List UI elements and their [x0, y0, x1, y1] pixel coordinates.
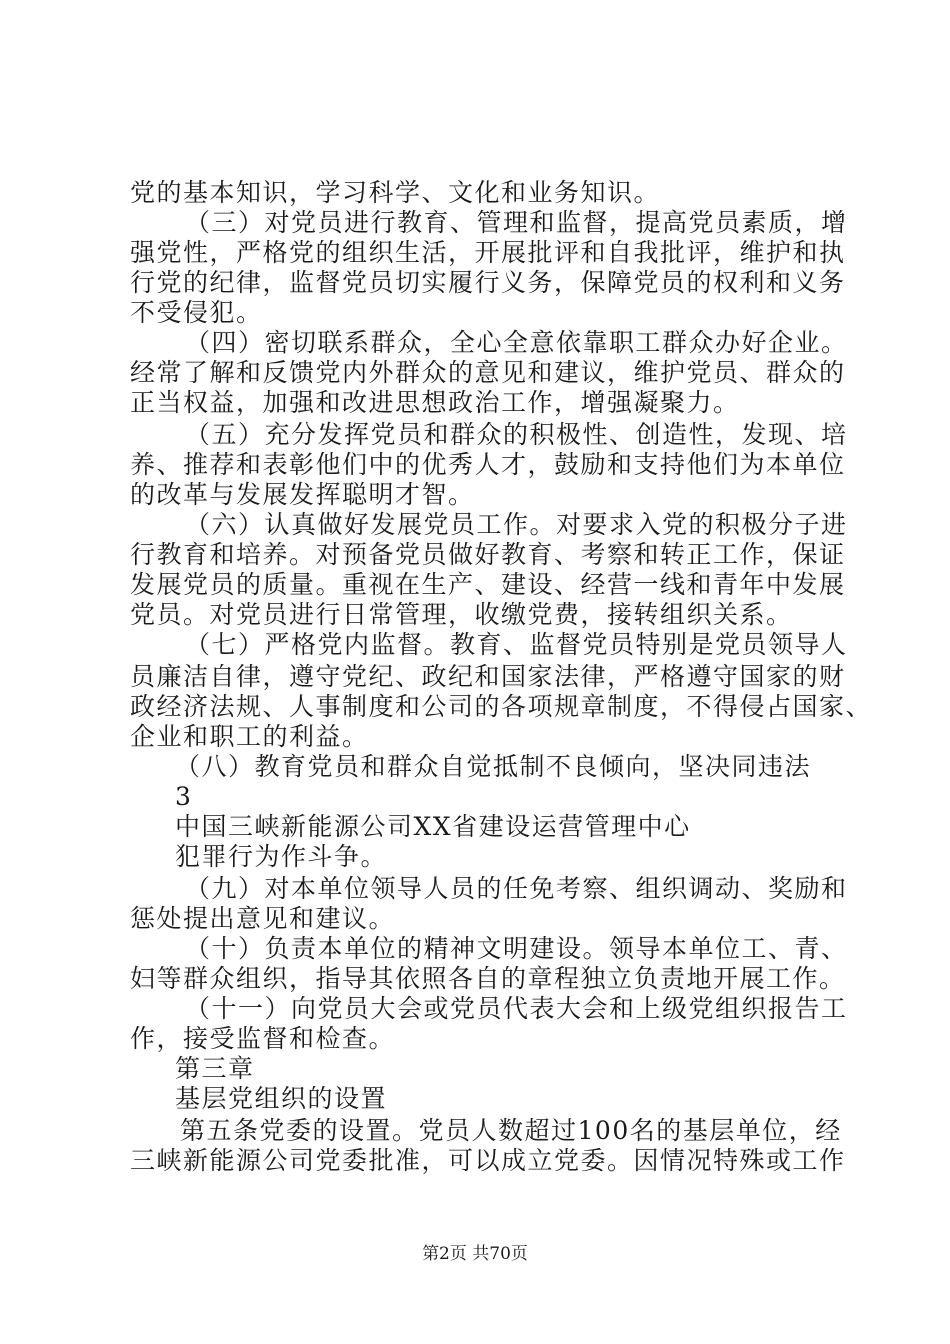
- body-line: 养、推荐和表彰他们中的优秀人才，鼓励和支持他们为本单位: [130, 450, 846, 479]
- organization-header: 中国三峡新能源公司XX省建设运营管理中心: [175, 812, 691, 841]
- body-line: 惩处提出意见和建议。: [130, 904, 396, 933]
- body-line: （九）对本单位领导人员的任免考察、组织调动、奖励和: [185, 874, 848, 903]
- body-line: 员廉洁自律，遵守党纪、政纪和国家法律，严格遵守国家的财: [130, 662, 846, 691]
- body-line: 经常了解和反馈党内外群众的意见和建议，维护党员、群众的: [130, 358, 846, 387]
- chapter-heading: 第三章: [175, 1054, 255, 1083]
- page-footer: 第2页 共70页: [422, 1244, 528, 1264]
- body-line: （五）充分发挥党员和群众的积极性、创造性，发现、培: [185, 420, 848, 449]
- body-line: 企业和职工的利益。: [130, 722, 369, 751]
- body-line: （八）教育党员和群众自觉抵制不良倾向，坚决同违法: [175, 752, 812, 781]
- body-line: 作，接受监督和检查。: [130, 1024, 396, 1053]
- body-line: （十一）向党员大会或党员代表大会和上级党组织报告工: [185, 994, 848, 1023]
- body-line: 行教育和培养。对预备党员做好教育、考察和转正工作，保证: [130, 540, 846, 569]
- chapter-title: 基层党组织的设置: [175, 1084, 388, 1113]
- body-line: （四）密切联系群众，全心全意依靠职工群众办好企业。: [185, 328, 848, 357]
- body-line: 行党的纪律，监督党员切实履行义务，保障党员的权利和义务: [130, 268, 846, 297]
- body-line: 政经济法规、人事制度和公司的各项规章制度，不得侵占国家、: [130, 692, 873, 721]
- body-line: 强党性，严格党的组织生活，开展批评和自我批评，维护和执: [130, 238, 846, 267]
- body-line: 妇等群众组织，指导其依照各自的章程独立负责地开展工作。: [130, 964, 846, 993]
- body-line: 的改革与发展发挥聪明才智。: [130, 480, 475, 509]
- page-number-marker: 3: [175, 782, 193, 811]
- body-line: 正当权益，加强和改进思想政治工作，增强凝聚力。: [130, 388, 740, 417]
- body-line: （十）负责本单位的精神文明建设。领导本单位工、青、: [185, 934, 848, 963]
- body-line: 第五条党委的设置。党员人数超过100名的基层单位，经: [180, 1116, 842, 1145]
- body-line: （七）严格党内监督。教育、监督党员特别是党员领导人: [185, 630, 848, 659]
- body-line: 党员。对党员进行日常管理，收缴党费，接转组织关系。: [130, 600, 793, 629]
- body-line: 党的基本知识，学习科学、文化和业务知识。: [130, 178, 661, 207]
- body-line: 不受侵犯。: [130, 298, 263, 327]
- body-line: （六）认真做好发展党员工作。对要求入党的积极分子进: [185, 510, 848, 539]
- body-line: 三峡新能源公司党委批准，可以成立党委。因情况特殊或工作: [130, 1146, 846, 1175]
- body-line: 发展党员的质量。重视在生产、建设、经营一线和青年中发展: [130, 570, 846, 599]
- body-line: 犯罪行为作斗争。: [175, 842, 388, 871]
- body-line: （三）对党员进行教育、管理和监督，提高党员素质，增: [185, 208, 848, 237]
